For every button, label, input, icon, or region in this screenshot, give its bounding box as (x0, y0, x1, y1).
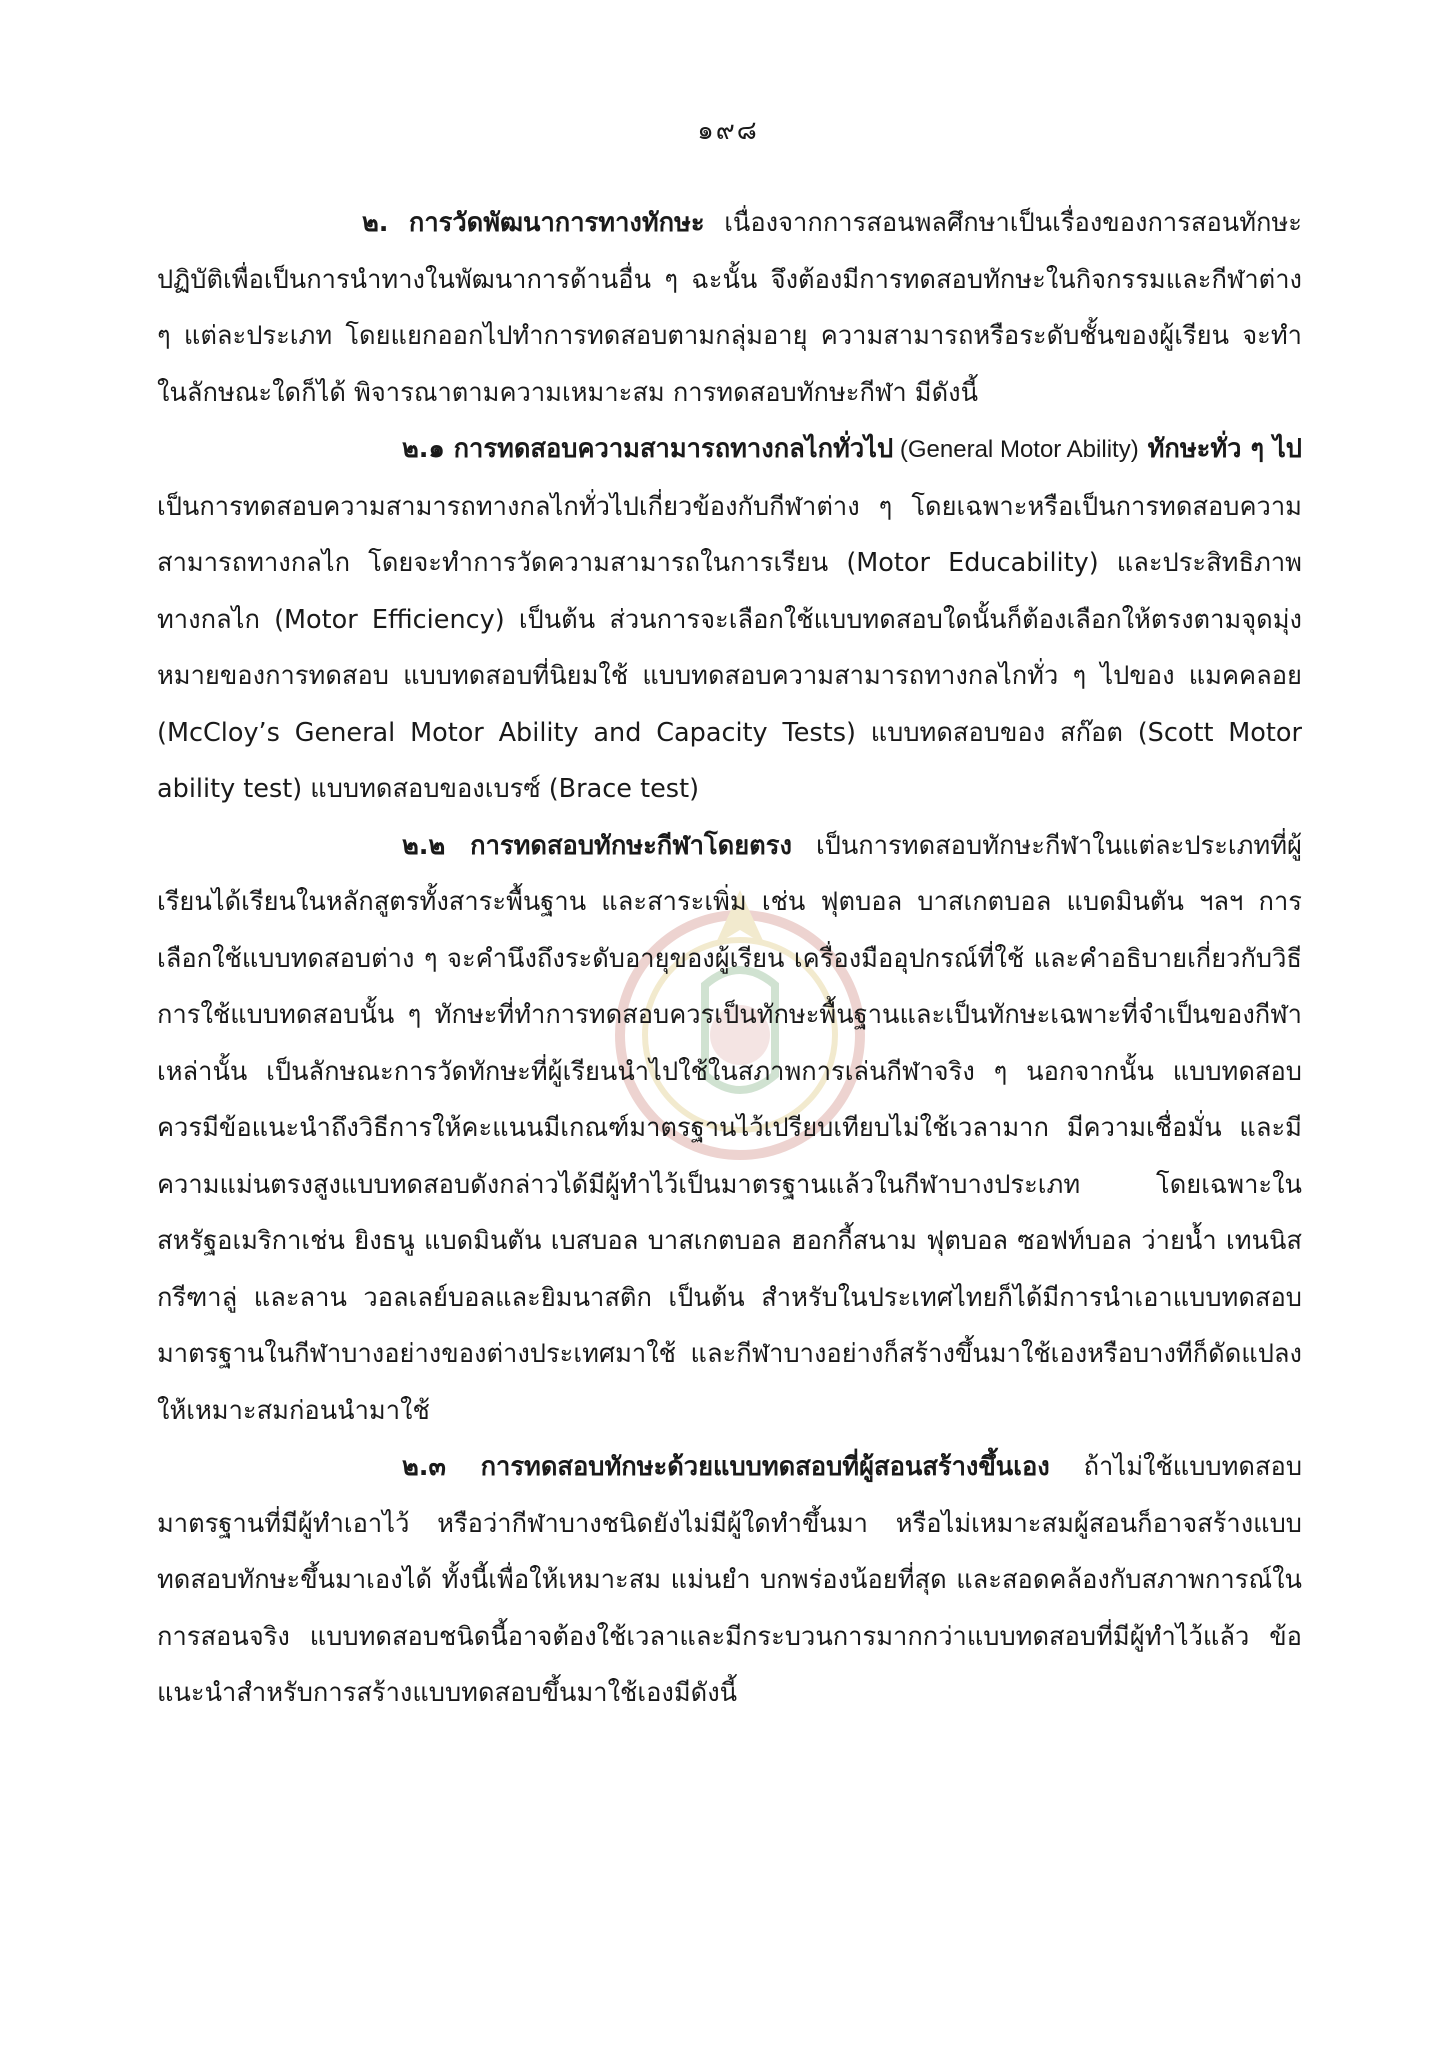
page-number: ๑๙๘ (697, 116, 759, 146)
section-2-1-heading-english: (General Motor Ability) (893, 436, 1139, 463)
section-2-3-heading: ๒.๓ การทดสอบทักษะด้วยแบบทดสอบที่ผู้สอนสร้างขึ้นเอง (402, 1452, 1050, 1482)
section-2-body: เนื่องจากการสอนพลศึกษาเป็นเรื่องของการสอนทักษะปฏิบัติเพื่อเป็นการนำทางในพัฒนาการด้านอื่น ๆ ฉะนั้น จึงต้องมีการทดสอบทักษะในกิจกรรมและกีฬาต่าง ๆ แต่ละประเภท โดยแยกออกไปทำการทดสอบตามกลุ่มอายุ ความสามารถหรือระดับชั้นของผู้เรียน จะทำในลักษณะใดก็ได้ พิจารณาตามความเหมาะสม การทดสอบทักษะกีฬา มีดังนี้ (157, 208, 1302, 408)
section-2-3-body: ถ้าไม่ใช้แบบทดสอบมาตรฐานที่มีผู้ทำเอาไว้ หรือว่ากีฬาบางชนิดยังไม่มีผู้ใดทำขึ้นมา หรือไม่เหมาะสมผู้สอนก็อาจสร้างแบบทดสอบทักษะขึ้นมาเองได้ ทั้งนี้เพื่อให้เหมาะสม แม่นยำ บกพร่องน้อยที่สุด และสอดคล้องกับสภาพการณ์ในการสอนจริง แบบทดสอบชนิดนี้อาจต้องใช้เวลาและมีกระบวนการมากกว่าแบบทดสอบที่มีผู้ทำไว้แล้ว ข้อแนะนำสำหรับการสร้างแบบทดสอบขึ้นมาใช้เองมีดังนี้ (157, 1452, 1303, 1708)
section-2-1-body: เป็นการทดสอบความสามารถทางกลไกทั่วไปเกี่ยวข้องกับกีฬาต่าง ๆ โดยเฉพาะหรือเป็นการทดสอบความสามารถทางกลไก โดยจะทำการวัดความสามารถในการเรียน (Motor Educability) และประสิทธิภาพทางกลไก (Motor Efficiency) เป็นต้น ส่วนการจะเลือกใช้แบบทดสอบใดนั้นก็ต้องเลือกให้ตรงตามจุดมุ่งหมายของการทดสอบ แบบทดสอบที่นิยมใช้ แบบทดสอบความสามารถทางกลไกทั่ว ๆ ไปของ แมคคลอย (McCloy’s General Motor Ability and Capacity Tests) แบบทดสอบของ สก๊อต (Scott Motor ability test) แบบทดสอบของเบรซ์ (Brace test) (157, 491, 1302, 804)
section-2-heading: ๒. การวัดพัฒนาการทางทักษะ (362, 208, 705, 238)
section-2-3-paragraph (157, 1439, 1302, 1722)
section-2-1-paragraph (157, 421, 1302, 818)
section-2-2-heading: ๒.๒ การทดสอบทักษะกีฬาโดยตรง (402, 830, 792, 861)
section-2-paragraph (157, 195, 1302, 421)
section-2-1-heading-continuation: ทักษะทั่ว ๆ ไป (1138, 434, 1302, 464)
document-body (157, 195, 1302, 1722)
section-2-1-heading: ๒.๑ การทดสอบความสามารถทางกลไกทั่วไป (402, 434, 894, 464)
section-2-2-paragraph (157, 818, 1302, 1440)
section-2-2-body: เป็นการทดสอบทักษะกีฬาในแต่ละประเภทที่ผู้เรียนได้เรียนในหลักสูตรทั้งสาระพื้นฐาน และสาระเพิ่ม เช่น ฟุตบอล บาสเกตบอล แบดมินตัน ฯลฯ การเลือกใช้แบบทดสอบต่าง ๆ จะคำนึงถึงระดับอายุของผู้เรียน เครื่องมืออุปกรณ์ที่ใช้ และคำอธิบายเกี่ยวกับวิธีการใช้แบบทดสอบนั้น ๆ ทักษะที่ทำการทดสอบควรเป็นทักษะพื้นฐานและเป็นทักษะเฉพาะที่จำเป็นของกีฬาเหล่านั้น เป็นลักษณะการวัดทักษะที่ผู้เรียนนำไปใช้ในสภาพการเล่นกีฬาจริง ๆ นอกจากนั้น แบบทดสอบควรมีข้อแนะนำถึงวิธีการให้คะแนนมีเกณฑ์มาตรฐานไว้เปรียบเทียบไม่ใช้เวลามาก มีความเชื่อมั่น และมีความแม่นตรงสูงแบบทดสอบดังกล่าวได้มีผู้ทำไว้เป็นมาตรฐานแล้วในกีฬาบางประเภท โดยเฉพาะในสหรัฐอเมริกาเช่น ยิงธนู แบดมินตัน เบสบอล บาสเกตบอล ฮอกกี้สนาม ฟุตบอล ซอฟท์บอล ว่ายน้ำ เทนนิสกรีฑาลู่ และลาน วอลเลย์บอลและยิมนาสติก เป็นต้น สำหรับในประเทศไทยก็ได้มีการนำเอาแบบทดสอบมาตรฐานในกีฬาบางอย่างของต่างประเทศมาใช้ และกีฬาบางอย่างก็สร้างขึ้นมาใช้เองหรือบางทีก็ดัดแปลงให้เหมาะสมก่อนนำมาใช้ (157, 830, 1302, 1426)
